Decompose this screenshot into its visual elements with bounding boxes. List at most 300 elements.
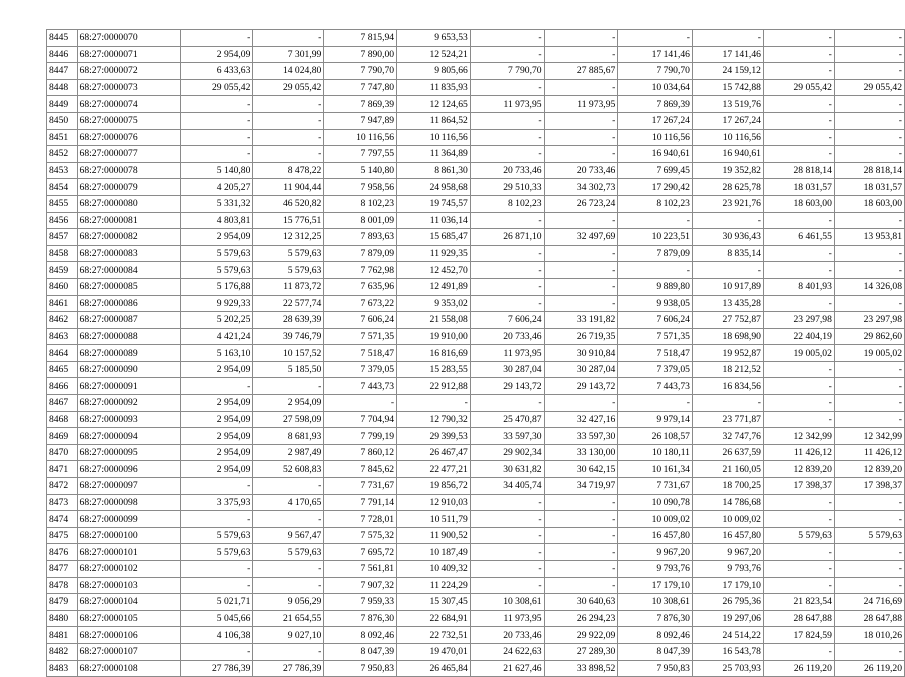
- cadastral-code-cell: 68:27:0000071: [77, 46, 180, 63]
- value-cell: -: [692, 212, 763, 229]
- value-cell: 16 834,56: [692, 378, 763, 395]
- value-cell: 5 331,32: [180, 195, 253, 212]
- value-cell: 10 511,79: [397, 511, 471, 528]
- value-cell: 19 470,01: [397, 643, 471, 660]
- value-cell: 7 606,24: [470, 312, 544, 329]
- table-row: [47, 511, 905, 528]
- value-cell: 19 910,00: [397, 328, 471, 345]
- value-cell: -: [834, 577, 904, 594]
- row-number-cell: 8478: [47, 577, 78, 594]
- value-cell: 7 699,45: [618, 162, 693, 179]
- value-cell: 11 426,12: [834, 444, 904, 461]
- value-cell: 14 786,68: [692, 494, 763, 511]
- cadastral-code-cell: 68:27:0000108: [77, 660, 180, 677]
- value-cell: 19 745,57: [397, 195, 471, 212]
- table-row: [47, 96, 905, 113]
- row-number-cell: 8476: [47, 544, 78, 561]
- value-cell: 33 898,52: [544, 660, 618, 677]
- table-row: [47, 162, 905, 179]
- value-cell: 10 116,56: [324, 129, 397, 146]
- value-cell: 8 478,22: [253, 162, 324, 179]
- value-cell: -: [834, 146, 904, 163]
- row-number-cell: 8482: [47, 643, 78, 660]
- value-cell: 17 398,37: [834, 478, 904, 495]
- value-cell: 30 642,15: [544, 461, 618, 478]
- value-cell: 15 742,88: [692, 79, 763, 96]
- value-cell: 30 640,63: [544, 594, 618, 611]
- value-cell: -: [692, 30, 763, 47]
- value-cell: 29 510,33: [470, 179, 544, 196]
- value-cell: 30 910,84: [544, 345, 618, 362]
- value-cell: -: [834, 245, 904, 262]
- value-cell: 7 571,35: [618, 328, 693, 345]
- cadastral-code-cell: 68:27:0000095: [77, 444, 180, 461]
- value-cell: 8 001,09: [324, 212, 397, 229]
- value-cell: 27 752,87: [692, 312, 763, 329]
- value-cell: -: [180, 129, 253, 146]
- value-cell: 10 009,02: [618, 511, 693, 528]
- value-cell: 16 940,61: [618, 146, 693, 163]
- value-cell: -: [544, 494, 618, 511]
- value-cell: 8 401,93: [763, 278, 834, 295]
- value-cell: 7 790,70: [618, 63, 693, 80]
- cadastral-code-cell: 68:27:0000088: [77, 328, 180, 345]
- value-cell: 10 009,02: [692, 511, 763, 528]
- value-cell: 24 159,12: [692, 63, 763, 80]
- value-cell: 5 579,63: [180, 262, 253, 279]
- cadastral-code-cell: 68:27:0000094: [77, 428, 180, 445]
- value-cell: 6 461,55: [763, 229, 834, 246]
- value-cell: 24 622,63: [470, 643, 544, 660]
- value-cell: 7 876,30: [324, 610, 397, 627]
- value-cell: -: [834, 46, 904, 63]
- value-cell: -: [834, 361, 904, 378]
- value-cell: 12 524,21: [397, 46, 471, 63]
- value-cell: 9 979,14: [618, 411, 693, 428]
- value-cell: 21 160,05: [692, 461, 763, 478]
- value-cell: -: [763, 245, 834, 262]
- value-cell: 2 987,49: [253, 444, 324, 461]
- value-cell: -: [763, 262, 834, 279]
- value-cell: 7 571,35: [324, 328, 397, 345]
- value-cell: 10 308,61: [470, 594, 544, 611]
- row-number-cell: 8467: [47, 395, 78, 412]
- value-cell: 24 514,22: [692, 627, 763, 644]
- value-cell: 26 108,57: [618, 428, 693, 445]
- value-cell: 16 816,69: [397, 345, 471, 362]
- value-cell: -: [763, 643, 834, 660]
- cadastral-code-cell: 68:27:0000105: [77, 610, 180, 627]
- cadastral-code-cell: 68:27:0000081: [77, 212, 180, 229]
- value-cell: 30 936,43: [692, 229, 763, 246]
- value-cell: 7 575,32: [324, 527, 397, 544]
- value-cell: 7 301,99: [253, 46, 324, 63]
- value-cell: -: [763, 577, 834, 594]
- value-cell: 20 733,46: [470, 162, 544, 179]
- value-cell: 18 031,57: [834, 179, 904, 196]
- value-cell: 7 704,94: [324, 411, 397, 428]
- value-cell: -: [763, 544, 834, 561]
- row-number-cell: 8451: [47, 129, 78, 146]
- value-cell: 17 398,37: [763, 478, 834, 495]
- row-number-cell: 8469: [47, 428, 78, 445]
- table-row: [47, 643, 905, 660]
- value-cell: 16 457,80: [692, 527, 763, 544]
- value-cell: -: [470, 544, 544, 561]
- value-cell: -: [544, 577, 618, 594]
- value-cell: 33 191,82: [544, 312, 618, 329]
- row-number-cell: 8473: [47, 494, 78, 511]
- value-cell: 8 861,30: [397, 162, 471, 179]
- value-cell: -: [834, 395, 904, 412]
- value-cell: -: [763, 361, 834, 378]
- cadastral-code-cell: 68:27:0000079: [77, 179, 180, 196]
- value-cell: 12 491,89: [397, 278, 471, 295]
- cadastral-code-cell: 68:27:0000093: [77, 411, 180, 428]
- value-cell: 11 864,52: [397, 112, 471, 129]
- value-cell: 7 950,83: [618, 660, 693, 677]
- value-cell: 29 143,72: [470, 378, 544, 395]
- value-cell: -: [544, 295, 618, 312]
- value-cell: 11 904,44: [253, 179, 324, 196]
- value-cell: 7 635,96: [324, 278, 397, 295]
- value-cell: 2 954,09: [180, 428, 253, 445]
- value-cell: -: [834, 494, 904, 511]
- value-cell: 26 467,47: [397, 444, 471, 461]
- table-body: [47, 30, 905, 677]
- value-cell: 4 205,27: [180, 179, 253, 196]
- cadastral-code-cell: 68:27:0000076: [77, 129, 180, 146]
- table-row: [47, 278, 905, 295]
- value-cell: 9 793,76: [692, 561, 763, 578]
- table-row: [47, 527, 905, 544]
- value-cell: 7 518,47: [618, 345, 693, 362]
- cadastral-code-cell: 68:27:0000089: [77, 345, 180, 362]
- value-cell: 9 793,76: [618, 561, 693, 578]
- value-cell: -: [253, 511, 324, 528]
- value-cell: 27 786,39: [253, 660, 324, 677]
- value-cell: 4 421,24: [180, 328, 253, 345]
- value-cell: 16 940,61: [692, 146, 763, 163]
- value-cell: 30 287,04: [544, 361, 618, 378]
- row-number-cell: 8472: [47, 478, 78, 495]
- value-cell: 18 212,52: [692, 361, 763, 378]
- value-cell: 7 797,55: [324, 146, 397, 163]
- value-cell: 7 673,22: [324, 295, 397, 312]
- value-cell: -: [544, 544, 618, 561]
- table-row: [47, 345, 905, 362]
- row-number-cell: 8445: [47, 30, 78, 47]
- value-cell: 7 728,01: [324, 511, 397, 528]
- value-cell: 26 465,84: [397, 660, 471, 677]
- value-cell: 5 185,50: [253, 361, 324, 378]
- row-number-cell: 8470: [47, 444, 78, 461]
- value-cell: -: [544, 527, 618, 544]
- value-cell: -: [763, 129, 834, 146]
- value-cell: 7 561,81: [324, 561, 397, 578]
- value-cell: -: [253, 30, 324, 47]
- value-cell: 5 579,63: [253, 544, 324, 561]
- table-row: [47, 627, 905, 644]
- value-cell: 10 180,11: [618, 444, 693, 461]
- table-row: [47, 63, 905, 80]
- value-cell: 10 187,49: [397, 544, 471, 561]
- value-cell: 28 818,14: [834, 162, 904, 179]
- value-cell: 9 805,66: [397, 63, 471, 80]
- value-cell: 22 912,88: [397, 378, 471, 395]
- table-row: [47, 395, 905, 412]
- value-cell: -: [470, 245, 544, 262]
- value-cell: 32 747,76: [692, 428, 763, 445]
- cadastral-code-cell: 68:27:0000101: [77, 544, 180, 561]
- value-cell: -: [253, 146, 324, 163]
- value-cell: -: [544, 395, 618, 412]
- value-cell: 15 307,45: [397, 594, 471, 611]
- cadastral-code-cell: 68:27:0000103: [77, 577, 180, 594]
- value-cell: 29 055,42: [834, 79, 904, 96]
- value-cell: -: [618, 212, 693, 229]
- row-number-cell: 8453: [47, 162, 78, 179]
- row-number-cell: 8459: [47, 262, 78, 279]
- value-cell: 7 731,67: [618, 478, 693, 495]
- value-cell: 25 470,87: [470, 411, 544, 428]
- value-cell: -: [763, 46, 834, 63]
- cadastral-code-cell: 68:27:0000096: [77, 461, 180, 478]
- value-cell: 27 786,39: [180, 660, 253, 677]
- value-cell: 9 967,20: [618, 544, 693, 561]
- value-cell: -: [763, 63, 834, 80]
- value-cell: 7 790,70: [324, 63, 397, 80]
- cadastral-code-cell: 68:27:0000098: [77, 494, 180, 511]
- table-row: [47, 411, 905, 428]
- value-cell: 7 443,73: [324, 378, 397, 395]
- value-cell: 5 579,63: [834, 527, 904, 544]
- value-cell: 22 577,74: [253, 295, 324, 312]
- value-cell: 23 771,87: [692, 411, 763, 428]
- table-row: [47, 328, 905, 345]
- value-cell: 8 835,14: [692, 245, 763, 262]
- cadastral-code-cell: 68:27:0000070: [77, 30, 180, 47]
- table-row: [47, 461, 905, 478]
- value-cell: 26 119,20: [834, 660, 904, 677]
- value-cell: 12 790,32: [397, 411, 471, 428]
- value-cell: 11 973,95: [470, 96, 544, 113]
- cadastral-code-cell: 68:27:0000100: [77, 527, 180, 544]
- value-cell: 52 608,83: [253, 461, 324, 478]
- value-cell: 17 179,10: [692, 577, 763, 594]
- value-cell: -: [544, 278, 618, 295]
- table-row: [47, 577, 905, 594]
- value-cell: 9 967,20: [692, 544, 763, 561]
- value-cell: 5 579,63: [763, 527, 834, 544]
- cadastral-code-cell: 68:27:0000087: [77, 312, 180, 329]
- value-cell: -: [253, 577, 324, 594]
- cadastral-code-cell: 68:27:0000080: [77, 195, 180, 212]
- value-cell: -: [470, 527, 544, 544]
- value-cell: 34 719,97: [544, 478, 618, 495]
- table-row: [47, 245, 905, 262]
- value-cell: 10 116,56: [692, 129, 763, 146]
- cadastral-code-cell: 68:27:0000097: [77, 478, 180, 495]
- value-cell: 7 869,39: [324, 96, 397, 113]
- table-row: [47, 594, 905, 611]
- row-number-cell: 8460: [47, 278, 78, 295]
- value-cell: 9 938,05: [618, 295, 693, 312]
- row-number-cell: 8464: [47, 345, 78, 362]
- table-row: [47, 79, 905, 96]
- value-cell: -: [763, 112, 834, 129]
- cadastral-code-cell: 68:27:0000082: [77, 229, 180, 246]
- value-cell: 19 297,06: [692, 610, 763, 627]
- row-number-cell: 8448: [47, 79, 78, 96]
- cadastral-code-cell: 68:27:0000106: [77, 627, 180, 644]
- value-cell: 4 803,81: [180, 212, 253, 229]
- table-row: [47, 295, 905, 312]
- value-cell: -: [544, 212, 618, 229]
- value-cell: 2 954,09: [253, 395, 324, 412]
- value-cell: -: [763, 378, 834, 395]
- value-cell: -: [618, 262, 693, 279]
- row-number-cell: 8462: [47, 312, 78, 329]
- value-cell: 11 973,95: [470, 345, 544, 362]
- value-cell: -: [763, 212, 834, 229]
- value-cell: 29 862,60: [834, 328, 904, 345]
- value-cell: 10 157,52: [253, 345, 324, 362]
- value-cell: 26 637,59: [692, 444, 763, 461]
- value-cell: -: [834, 411, 904, 428]
- value-cell: 14 326,08: [834, 278, 904, 295]
- value-cell: -: [618, 30, 693, 47]
- value-cell: 5 045,66: [180, 610, 253, 627]
- value-cell: 22 477,21: [397, 461, 471, 478]
- value-cell: 7 379,05: [618, 361, 693, 378]
- value-cell: 10 223,51: [618, 229, 693, 246]
- value-cell: 11 929,35: [397, 245, 471, 262]
- value-cell: 9 567,47: [253, 527, 324, 544]
- value-cell: -: [618, 395, 693, 412]
- value-cell: -: [470, 146, 544, 163]
- value-cell: 33 597,30: [470, 428, 544, 445]
- value-cell: 20 733,46: [470, 328, 544, 345]
- value-cell: 29 055,42: [180, 79, 253, 96]
- value-cell: 7 845,62: [324, 461, 397, 478]
- value-cell: -: [763, 295, 834, 312]
- value-cell: 33 130,00: [544, 444, 618, 461]
- value-cell: 2 954,09: [180, 444, 253, 461]
- value-cell: 17 179,10: [618, 577, 693, 594]
- table-row: [47, 660, 905, 677]
- cadastral-code-cell: 68:27:0000077: [77, 146, 180, 163]
- value-cell: 5 202,25: [180, 312, 253, 329]
- row-number-cell: 8461: [47, 295, 78, 312]
- value-cell: -: [180, 511, 253, 528]
- value-cell: -: [834, 561, 904, 578]
- value-cell: 17 141,46: [692, 46, 763, 63]
- value-cell: 17 824,59: [763, 627, 834, 644]
- value-cell: -: [180, 561, 253, 578]
- table-row: [47, 129, 905, 146]
- cadastral-code-cell: 68:27:0000072: [77, 63, 180, 80]
- value-cell: 7 762,98: [324, 262, 397, 279]
- value-cell: 39 746,79: [253, 328, 324, 345]
- value-cell: 18 031,57: [763, 179, 834, 196]
- value-cell: -: [470, 129, 544, 146]
- value-cell: 2 954,09: [180, 46, 253, 63]
- value-cell: 18 700,25: [692, 478, 763, 495]
- cadastral-code-cell: 68:27:0000102: [77, 561, 180, 578]
- table-row: [47, 444, 905, 461]
- value-cell: 12 839,20: [763, 461, 834, 478]
- value-cell: -: [253, 129, 324, 146]
- value-cell: 29 922,09: [544, 627, 618, 644]
- value-cell: 29 902,34: [470, 444, 544, 461]
- value-cell: -: [763, 511, 834, 528]
- cadastral-code-cell: 68:27:0000090: [77, 361, 180, 378]
- value-cell: -: [834, 63, 904, 80]
- value-cell: -: [763, 561, 834, 578]
- value-cell: -: [763, 30, 834, 47]
- value-cell: -: [763, 395, 834, 412]
- value-cell: -: [470, 79, 544, 96]
- value-cell: 10 409,32: [397, 561, 471, 578]
- value-cell: 25 703,93: [692, 660, 763, 677]
- value-cell: 32 497,69: [544, 229, 618, 246]
- row-number-cell: 8468: [47, 411, 78, 428]
- value-cell: 8 092,46: [324, 627, 397, 644]
- value-cell: 8 102,23: [324, 195, 397, 212]
- value-cell: -: [470, 278, 544, 295]
- value-cell: 17 267,24: [692, 112, 763, 129]
- value-cell: 12 452,70: [397, 262, 471, 279]
- value-cell: 26 723,24: [544, 195, 618, 212]
- row-number-cell: 8458: [47, 245, 78, 262]
- value-cell: 11 036,14: [397, 212, 471, 229]
- value-cell: 5 140,80: [324, 162, 397, 179]
- value-cell: 10 116,56: [618, 129, 693, 146]
- value-cell: -: [834, 378, 904, 395]
- table-row: [47, 494, 905, 511]
- value-cell: 5 579,63: [180, 245, 253, 262]
- value-cell: 5 176,88: [180, 278, 253, 295]
- value-cell: 19 856,72: [397, 478, 471, 495]
- value-cell: 24 716,69: [834, 594, 904, 611]
- value-cell: 5 579,63: [180, 544, 253, 561]
- value-cell: 7 860,12: [324, 444, 397, 461]
- value-cell: 7 950,83: [324, 660, 397, 677]
- value-cell: -: [324, 395, 397, 412]
- value-cell: -: [470, 395, 544, 412]
- value-cell: 9 027,10: [253, 627, 324, 644]
- value-cell: 28 639,39: [253, 312, 324, 329]
- value-cell: 19 352,82: [692, 162, 763, 179]
- value-cell: -: [470, 262, 544, 279]
- table-row: [47, 312, 905, 329]
- value-cell: -: [180, 577, 253, 594]
- value-cell: 10 116,56: [397, 129, 471, 146]
- value-cell: 7 890,00: [324, 46, 397, 63]
- value-cell: -: [544, 30, 618, 47]
- row-number-cell: 8447: [47, 63, 78, 80]
- value-cell: 7 518,47: [324, 345, 397, 362]
- value-cell: 21 823,54: [763, 594, 834, 611]
- value-cell: -: [763, 411, 834, 428]
- value-cell: 9 653,53: [397, 30, 471, 47]
- value-cell: -: [470, 112, 544, 129]
- value-cell: 12 910,03: [397, 494, 471, 511]
- value-cell: 11 900,52: [397, 527, 471, 544]
- table-row: [47, 561, 905, 578]
- value-cell: 13 519,76: [692, 96, 763, 113]
